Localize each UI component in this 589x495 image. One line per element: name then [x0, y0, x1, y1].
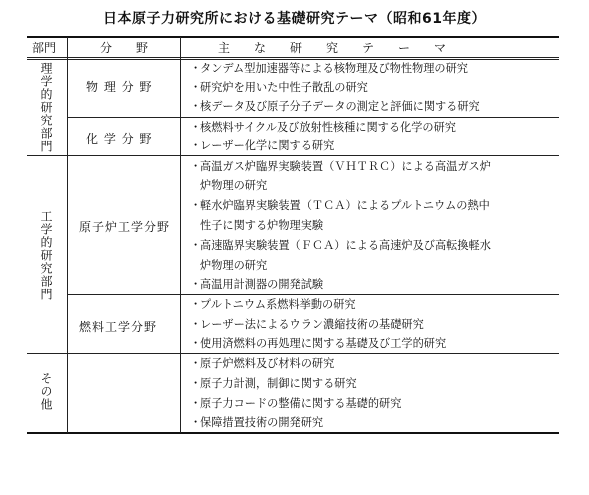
theme-item: ・レーザー法によるウラン濃縮技術の基礎研究 [190, 315, 424, 334]
bullet-icon: ・ [190, 160, 202, 173]
theme-item: ・高速臨界実験装置（ＦＣＡ）による高速炉及び高転換軽水 [190, 236, 491, 255]
theme-item: ・原子炉燃料及び材料の研究 [190, 354, 334, 373]
dept-divider-science [27, 155, 559, 156]
bullet-icon: ・ [190, 278, 202, 291]
theme-item: ・研究炉を用いた中性子散乱の研究 [190, 78, 368, 97]
field-fuel-engineering: 燃料工学分野 [79, 320, 158, 334]
theme-item: ・プルトニウム系燃料挙動の研究 [190, 295, 356, 314]
bullet-icon: ・ [190, 337, 202, 350]
field-chemistry: 化 学 分 野 [86, 132, 153, 146]
bullet-icon: ・ [190, 318, 202, 331]
bullet-icon: ・ [190, 81, 202, 94]
field-divider-chem-end [67, 117, 180, 118]
dept-other: その他 [39, 372, 53, 411]
theme-item: ・使用済燃料の再処理に関する基礎及び工学的研究 [190, 334, 446, 353]
bullet-icon: ・ [190, 121, 202, 134]
field-physics: 物 理 分 野 [86, 80, 153, 94]
bullet-icon: ・ [190, 199, 202, 212]
bullet-icon: ・ [190, 377, 202, 390]
header-field: 分 野 [100, 41, 149, 55]
theme-item-continued: 炉物理の研究 [200, 259, 268, 272]
theme-item: ・タンデム型加速器等による核物理及び物性物理の研究 [190, 59, 468, 78]
theme-item: ・保障措置技術の開発研究 [190, 413, 323, 432]
theme-item: ・核データ及び原子分子データの測定と評価に関する研究 [190, 97, 480, 116]
column-divider-field [180, 37, 181, 433]
page-title: 日本原子力研究所における基礎研究テーマ（昭和61年度） [103, 11, 486, 27]
bullet-icon: ・ [190, 62, 202, 75]
dept-engineering: 工学的研究部門 [39, 210, 53, 301]
theme-item: ・高温ガス炉臨界実験装置（ＶＨＴＲＣ）による高温ガス炉 [190, 157, 491, 176]
theme-item: ・原子力計測，制御に関する研究 [190, 374, 357, 393]
bullet-icon: ・ [190, 357, 202, 370]
bullet-icon: ・ [190, 416, 202, 429]
bullet-icon: ・ [190, 100, 202, 113]
bullet-icon: ・ [190, 298, 202, 311]
bullet-icon: ・ [190, 397, 202, 410]
field-reactor-engineering: 原子炉工学分野 [79, 220, 171, 234]
theme-item-continued: 性子に関する炉物理実験 [200, 219, 324, 232]
theme-item: ・原子力コードの整備に関する基礎的研究 [190, 394, 401, 413]
column-divider-dept [67, 37, 68, 433]
theme-item: ・軽水炉臨界実験装置（ＴＣＡ）によるプルトニウムの熱中 [190, 196, 490, 215]
theme-item: ・高温用計測器の開発試験 [190, 275, 323, 294]
dept-science: 理学的研究部門 [39, 62, 53, 153]
theme-item-continued: 炉物理の研究 [200, 179, 268, 192]
header-theme: 主 な 研 究 テ ー マ [218, 41, 447, 55]
header-dept: 部門 [32, 41, 57, 55]
bullet-icon: ・ [190, 139, 202, 152]
theme-item: ・レーザー化学に関する研究 [190, 136, 334, 155]
bullet-icon: ・ [190, 239, 202, 252]
theme-item: ・核燃料サイクル及び放射性核種に関する化学の研究 [190, 118, 456, 137]
